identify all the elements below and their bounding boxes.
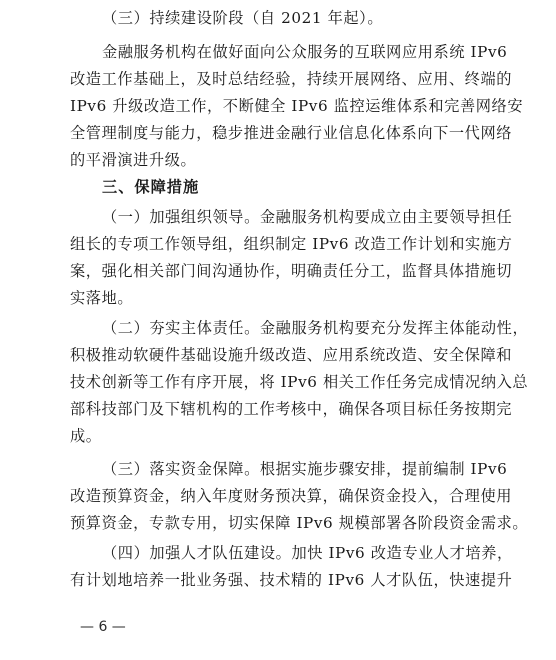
- paragraph-line: （四）加强人才队伍建设。加快 IPv6 改造专业人才培养，: [102, 544, 513, 562]
- paragraph-line: （二）夯实主体责任。金融服务机构要充分发挥主体能动性，: [102, 319, 529, 337]
- paragraph-line: 案，强化相关部门间沟通协作，明确责任分工，监督具体措施切: [70, 262, 513, 280]
- paragraph-line: （一）加强组织领导。金融服务机构要成立由主要领导担任: [102, 208, 513, 226]
- paragraph-line: IPv6 升级改造工作，不断健全 IPv6 监控运维体系和完善网络安: [70, 97, 524, 115]
- paragraph-line: （三）落实资金保障。根据实施步骤安排，提前编制 IPv6: [102, 460, 508, 478]
- paragraph-line: 组长的专项工作领导组，组织制定 IPv6 改造工作计划和实施方: [70, 235, 513, 253]
- paragraph-line: 实落地。: [70, 289, 134, 307]
- paragraph-line: 成。: [70, 427, 102, 445]
- paragraph-line: 技术创新等工作有序开展，将 IPv6 相关工作任务完成情况纳入总: [70, 373, 529, 391]
- paragraph-line: 的平滑演进升级。: [70, 151, 197, 169]
- paragraph-line: 积极推动软硬件基础设施升级改造、应用系统改造、安全保障和: [70, 346, 513, 364]
- paragraph-line: 预算资金，专款专用，切实保障 IPv6 规模部署各阶段资金需求。: [70, 514, 529, 532]
- page-number: — 6 —: [80, 619, 126, 635]
- paragraph-line: 改造工作基础上，及时总结经验，持续开展网络、应用、终端的: [70, 70, 513, 88]
- section-3-title: （三）持续建设阶段（自 2021 年起）。: [102, 9, 384, 27]
- paragraph-line: 改造预算资金，纳入年度财务预决算，确保资金投入，合理使用: [70, 487, 513, 505]
- section-heading-guarantee: 三、保障措施: [102, 178, 200, 196]
- paragraph-line: 部科技部门及下辖机构的工作考核中，确保各项目标任务按期完: [70, 400, 513, 418]
- paragraph-line: 全管理制度与能力，稳步推进金融行业信息化体系向下一代网络: [70, 124, 513, 142]
- paragraph-line: 有计划地培养一批业务强、技术精的 IPv6 人才队伍，快速提升: [70, 571, 513, 589]
- paragraph-line: 金融服务机构在做好面向公众服务的互联网应用系统 IPv6: [102, 43, 508, 61]
